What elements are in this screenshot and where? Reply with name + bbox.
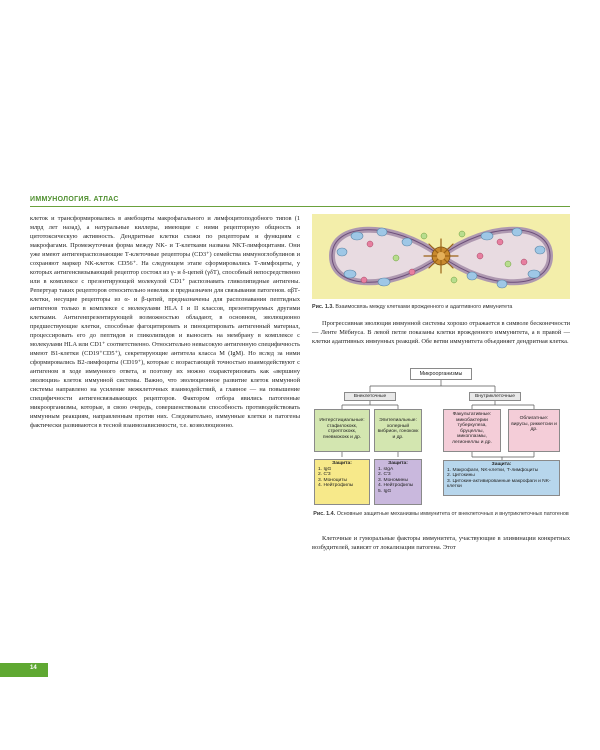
protection-box-2 [374,459,422,505]
protection-box-1 [314,459,370,505]
intracellular-box: Внутриклеточные [469,392,521,401]
figure2-caption-text: Основные защитные механизмы иммунитета от внеклеточных и внутриклеточных патогенов [336,511,569,517]
protection-2-item: 3. Мономины [378,477,409,483]
left-column-text: клеток и трансформировались в амебоциты макрофагального и лимфоцитоподобного типов (1 млрд лет назад), а натуральные киллеры, имеющие с ними рецепторную общность и цитотоксическую активность. Дендритные клетки схожи по рецепторам и функциям с макрофагами. Промежуточная форма между NK- и Т-клетками названа NKT-лимфоцитами. Они уже имеют антигенраспознающие Т-клеточные рецепторы (CD3⁺) семейства иммуноглобулинов и сохраняют маркер NK-клеток CD56⁺. На следующем этапе сформировались Т-лимфоциты, у которых антигенсвязывающий рецептор состоял из γ- и δ-цепей (γδТ), способный непосредственно или в комплексе с презентирующей молекулой CD1⁺ распознавать гликолипидные антигены. Репертуар таких рецепторов относительно невелик и предназначен для связывания патогенов. αβТ-клетки, несущие рецепторы из α- и β-цепей, предназначены для распознавания пептидных антигенов только в комплексе с молекулами HLA I и II классов, презентируемых другими клетками. Антигенпрезентирующей возможностью обладают, в основном, эволюционно предшествующие клетки, способные фагоцитировать и пиноцитировать антигенный материал, процессировать его до пептидов и гликолипидов и выносить на мембрану в комплексе с молекулами HLA или CD1⁺ соответственно. Относительно невысокую антигенную специфичность имеют В1-клетки (CD19⁺CD5⁺), секретирующие антитела класса М (IgM). Но вслед за ними сформировались В2-лимфоциты (CD19⁺), которые с возрастающей точностью взаимодействуют с антигеном в ходе иммунного ответа, и поэтому их можно охарактеризовать как «вершину эволюции» клеток иммунной системы. Важно, что эволюционное развитие клеток иммунной системы направлено на усиление межклеточных взаимодействий, а главное — на повышение специфичности антигенсвязывающих рецепторов. Фактором отбора явились патогенные микроорганизмы, которые, в свою очередь, совершенствовали способность противодействовать иммунным реакциям, направленным против них. Следовательно, иммунные клетки и патогены фактически развиваются в тесной взаимозависимости, т.е. коэволюционно. [30,215,300,429]
microorganisms-box: Микроорганизмы [410,368,472,380]
protection-2-item: 5. IgG [378,488,392,494]
extracellular-box: Внеклеточные [344,392,396,401]
protection-2-item: 4. Нейтрофилы [378,483,414,489]
right-paragraph-2-text: Клеточные и гуморальные факторы иммунитета, участвующие в элиминации конкретных возбудителей, зависят от локализации патогена. Этот [312,535,570,551]
figure2-caption [312,511,570,518]
interstitial-box: Интерстициальные: стафилококк, стрептококк, пневмококк и др. [314,409,370,452]
protection-3-title: Защита: [491,462,512,467]
dendritic-cell-icon [424,239,458,273]
protection-1-item: 1. IgG [318,466,332,472]
figure1-caption [312,304,570,310]
protection-2-item: 1. sIgA [378,466,394,472]
obligate-box: Облигатные: вирусы, риккетсии и др. [508,409,560,452]
figure1-caption-label: Рис. 1.3. [312,304,334,310]
mobius-strip-illustration [312,214,570,299]
protection-1-item: 2. C'3 [318,472,331,478]
right-paragraph-1-text: Прогрессивная эволюция иммунной системы хорошо отражается в символе бесконечности — Ленте Мёбиуса. В левой петле показаны клетки врожденного иммунитета, а в правой — клетки адаптивных иммунных реакций. Обе ветви иммунитета объединяет дендритная клетка. [312,320,570,345]
page-number-tab [0,663,48,677]
protection-1-title: Защита: [332,461,352,466]
protection-box-3 [443,460,560,496]
figure-mobius-image [312,214,570,299]
figure2-caption-label: Рис. 1.4. [313,511,336,517]
right-paragraph-2 [312,534,570,552]
protection-3-item: 3. Цитокин-активированные макрофаги и NK-клетки [447,478,551,490]
figure1-caption-text: Взаимосвязь между клетками врожденного и адаптивного иммунитета [335,304,513,310]
protection-3-item: 2. Цитокины [447,473,475,479]
facultative-box: Факультативные: микобактерии туберкулеза, бруцеллы, микоплазмы, легионеллы и др. [443,409,501,452]
header-rule [30,206,570,207]
protection-2-item: 2. C'3 [378,472,391,478]
defense-mechanisms-diagram [312,364,570,507]
protection-2-title: Защита: [388,461,408,466]
left-column [30,214,300,430]
protection-1-item: 4. Нейтрофилы [318,483,354,489]
protection-3-item: 1. Макрофаги, NK-клетки, Т-лимфоциты [447,467,539,473]
protection-1-item: 3. Моноциты [318,477,347,483]
right-paragraph-1 [312,319,570,346]
epithelial-box: Эпителиальные: холерный вибрион, гонококк и др. [374,409,422,452]
running-title: ИММУНОЛОГИЯ. АТЛАС [30,196,119,203]
page-number: 14 [30,665,37,671]
